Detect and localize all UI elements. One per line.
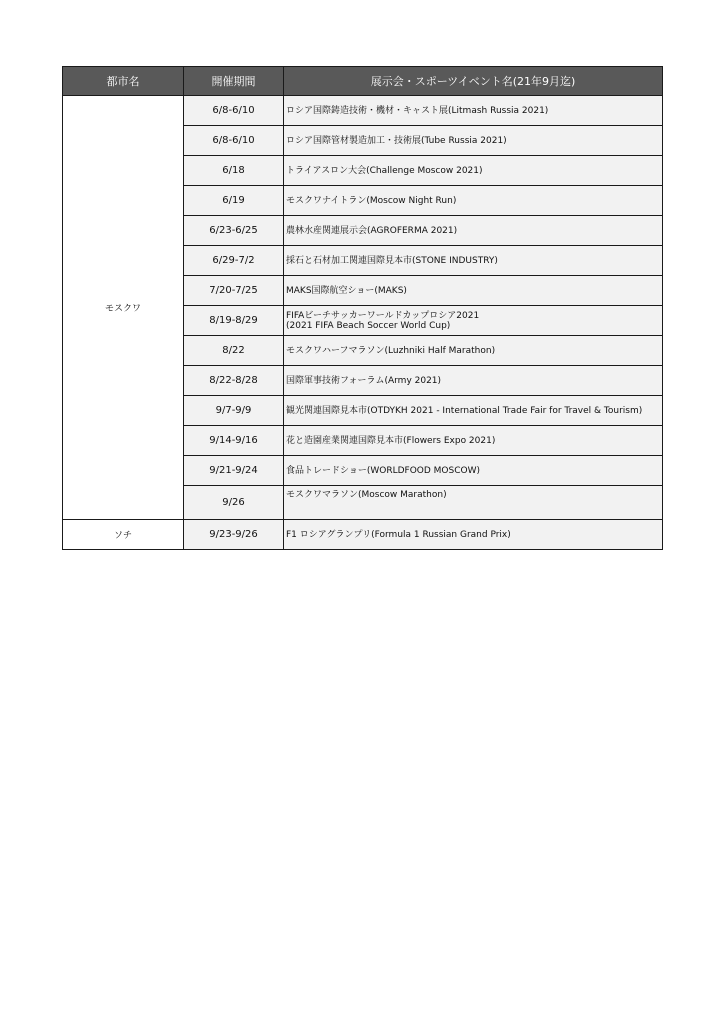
table-header (63, 67, 663, 96)
event-cell (284, 486, 663, 520)
event-cell (284, 186, 663, 216)
city-cell: モスクワ (63, 96, 184, 520)
event-cell (284, 276, 663, 306)
header-row (63, 67, 663, 96)
event-name: 国際軍事技術フォーラム(Army 2021) (286, 375, 442, 386)
event-name: 農林水産関連展示会(AGROFERMA 2021) (286, 225, 458, 236)
event-cell (284, 216, 663, 246)
event-name: ロシア国際鋳造技術・機材・キャスト展(Litmash Russia 2021) (286, 105, 549, 116)
table-row (63, 520, 663, 550)
period-cell: 6/29-7/2 (184, 246, 284, 276)
event-cell (284, 520, 663, 550)
event-name: ロシア国際管材製造加工・技術展(Tube Russia 2021) (286, 135, 507, 146)
period-cell: 6/23-6/25 (184, 216, 284, 246)
period-cell: 9/7-9/9 (184, 396, 284, 426)
event-name: モスクワナイトラン(Moscow Night Run) (286, 195, 457, 206)
period-cell: 9/14-9/16 (184, 426, 284, 456)
period-cell: 9/21-9/24 (184, 456, 284, 486)
event-cell (284, 96, 663, 126)
event-cell (284, 456, 663, 486)
period-cell: 8/22 (184, 336, 284, 366)
table-row (63, 96, 663, 126)
header-period: 開催期間 (184, 67, 284, 96)
event-cell (284, 246, 663, 276)
event-cell (284, 426, 663, 456)
period-cell: 6/19 (184, 186, 284, 216)
event-name: 花と造園産業関連国際見本市(Flowers Expo 2021) (286, 435, 496, 446)
period-cell: 9/23-9/26 (184, 520, 284, 550)
event-name: FIFAビーチサッカーワールドカップロシア2021 (2021 FIFA Beach Soccer World Cup) (286, 310, 480, 331)
event-cell (284, 126, 663, 156)
event-name: 観光関連国際見本市(OTDYKH 2021 - International Trade Fair for Travel & Tourism) (286, 405, 643, 416)
city-cell: ソチ (63, 520, 184, 550)
event-name: モスクワマラソン(Moscow Marathon) (286, 490, 447, 500)
event-cell (284, 306, 663, 336)
event-name: F1 ロシアグランプリ(Formula 1 Russian Grand Prix) (286, 529, 511, 540)
event-name: モスクワハーフマラソン(Luzhniki Half Marathon) (286, 345, 496, 356)
period-cell: 6/8-6/10 (184, 126, 284, 156)
period-cell: 8/19-8/29 (184, 306, 284, 336)
header-city: 都市名 (63, 67, 184, 96)
events-table (62, 66, 663, 550)
event-cell (284, 366, 663, 396)
period-cell: 8/22-8/28 (184, 366, 284, 396)
event-cell (284, 156, 663, 186)
event-name: 食品トレードショー(WORLDFOOD MOSCOW) (286, 465, 480, 476)
header-event: 展示会・スポーツイベント名(21年9月迄) (284, 67, 663, 96)
period-cell: 6/18 (184, 156, 284, 186)
table-body (63, 96, 663, 550)
event-cell (284, 396, 663, 426)
period-cell: 6/8-6/10 (184, 96, 284, 126)
event-name: MAKS国際航空ショー(MAKS) (286, 285, 407, 296)
event-name: トライアスロン大会(Challenge Moscow 2021) (286, 165, 483, 176)
period-cell: 9/26 (184, 486, 284, 520)
event-name: 採石と石材加工関連国際見本市(STONE INDUSTRY) (286, 255, 498, 266)
event-cell (284, 336, 663, 366)
period-cell: 7/20-7/25 (184, 276, 284, 306)
